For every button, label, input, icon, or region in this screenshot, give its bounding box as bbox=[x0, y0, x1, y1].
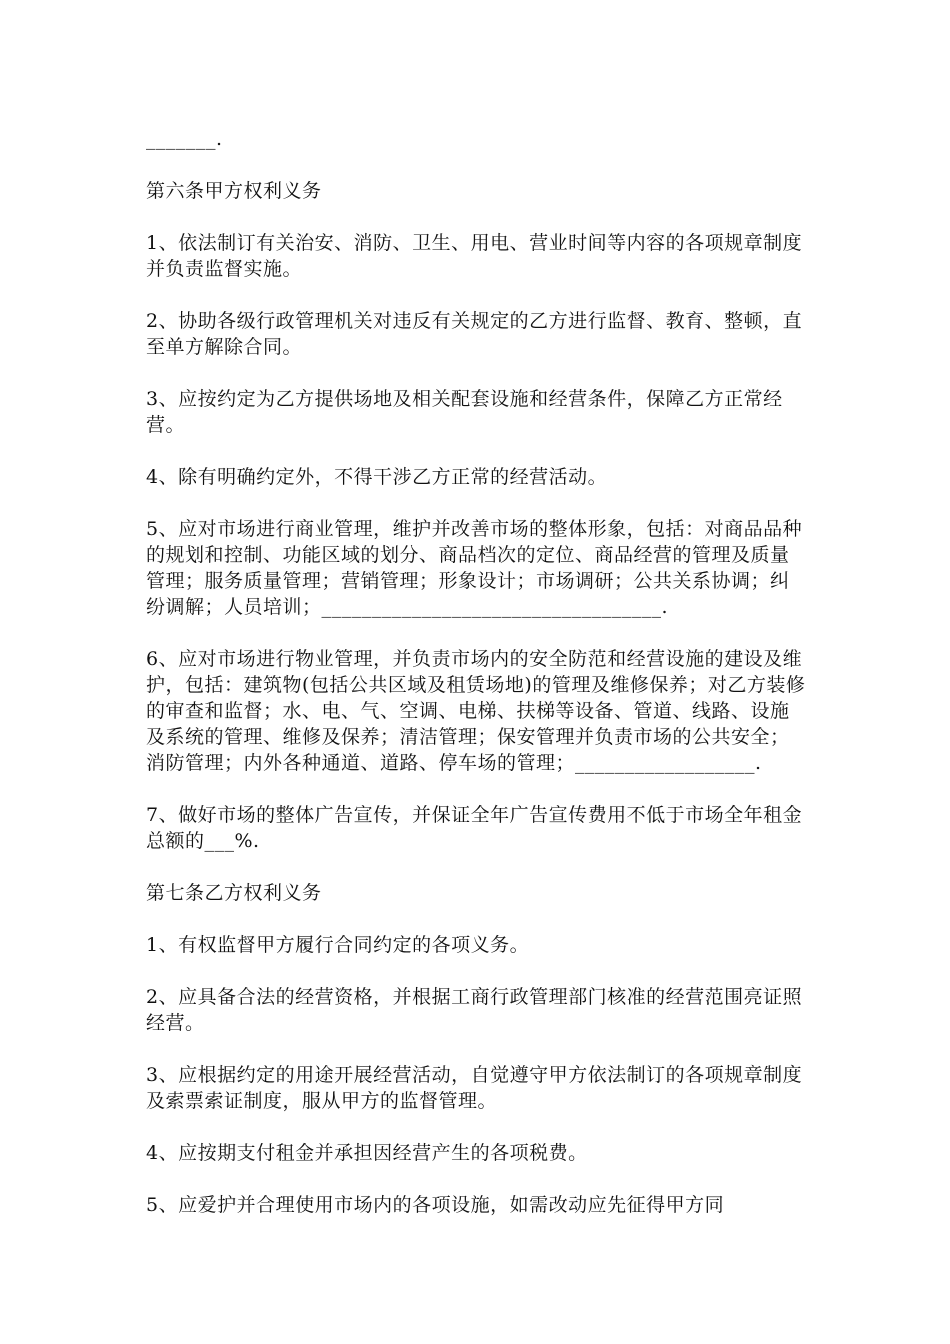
section7-item-5: 5、应爱护并合理使用市场内的各项设施，如需改动应先征得甲方同 bbox=[146, 1194, 725, 1216]
section6-item-2: 2、协助各级行政管理机关对违反有关规定的乙方进行监督、教育、整顿，直至单方解除合同。 bbox=[146, 310, 803, 358]
section6-item-6: 6、应对市场进行物业管理，并负责市场内的安全防范和经营设施的建设及维护，包括：建筑物(包括公共区域及租赁场地)的管理及维修保养；对乙方装修的审查和监督；水、电、气、空调、电梯、扶梯等设备、管道、线路、设施及系统的管理、维修及保养；清洁管理；保安管理并负责市场的公共安全；消防管理；内外各种通道、道路、停车场的管理；__________________. bbox=[146, 648, 806, 774]
section7-item-1: 1、有权监督甲方履行合同约定的各项义务。 bbox=[146, 934, 530, 956]
section6-item-3: 3、应按约定为乙方提供场地及相关配套设施和经营条件，保障乙方正常经营。 bbox=[146, 388, 783, 436]
lead-fragment: _______. bbox=[146, 128, 223, 150]
section6-heading: 第六条甲方权利义务 bbox=[146, 180, 322, 202]
section7-item-3: 3、应根据约定的用途开展经营活动，自觉遵守甲方依法制订的各项规章制度及索票索证制度，服从甲方的监督管理。 bbox=[146, 1064, 803, 1112]
section6-item-7: 7、做好市场的整体广告宣传，并保证全年广告宣传费用不低于市场全年租金总额的___%. bbox=[146, 804, 803, 852]
section6-item-5: 5、应对市场进行商业管理，维护并改善市场的整体形象，包括：对商品品种的规划和控制、功能区域的划分、商品档次的定位、商品经营的管理及质量管理；服务质量管理；营销管理；形象设计；市场调研；公共关系协调；纠纷调解；人员培训；__________________________________. bbox=[146, 518, 803, 618]
section6-item-4: 4、除有明确约定外，不得干涉乙方正常的经营活动。 bbox=[146, 466, 608, 488]
document-body bbox=[146, 126, 808, 1244]
section7-heading: 第七条乙方权利义务 bbox=[146, 882, 322, 904]
section6-item-1: 1、依法制订有关治安、消防、卫生、用电、营业时间等内容的各项规章制度并负责监督实施。 bbox=[146, 232, 803, 280]
section7-item-2: 2、应具备合法的经营资格，并根据工商行政管理部门核准的经营范围亮证照经营。 bbox=[146, 986, 803, 1034]
section7-item-4: 4、应按期支付租金并承担因经营产生的各项税费。 bbox=[146, 1142, 588, 1164]
